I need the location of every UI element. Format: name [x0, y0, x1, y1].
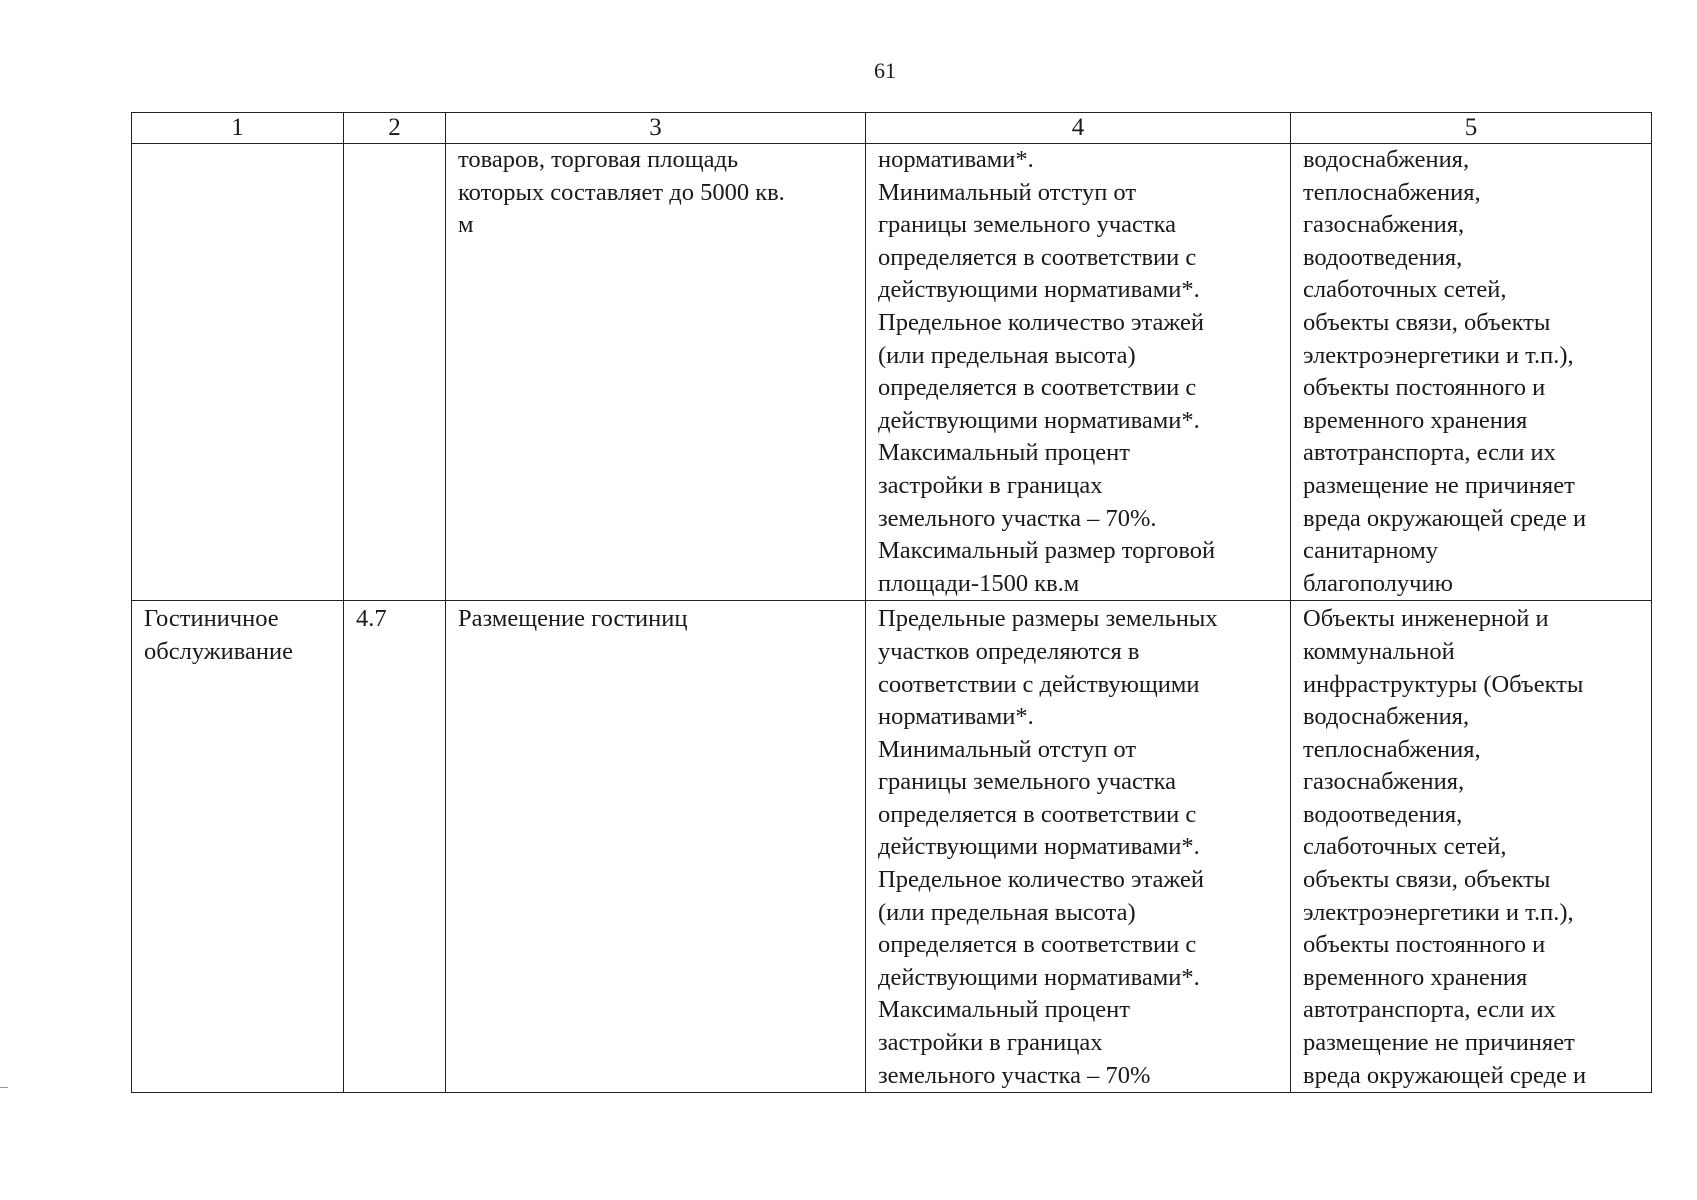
cell-text-line: границы земельного участка [878, 211, 1177, 239]
cell-text-line: водоснабжения, [1303, 146, 1470, 173]
cell-text-line: обслуживание [144, 637, 293, 665]
cell-text-line: размещение не причиняет [1303, 1029, 1575, 1057]
cell-text-line: газоснабжения, [1303, 768, 1465, 796]
cell-text-line: определяется в соответствии с [878, 931, 1197, 959]
cell-text-line: объекты связи, объекты [1303, 866, 1551, 894]
cell-text-line: соответствии с действующими [878, 670, 1200, 698]
cell-text-line: Гостиничное [144, 605, 279, 633]
cell-text-line: Максимальный процент [878, 439, 1130, 467]
cell-text-line: Минимальный отступ от [878, 735, 1137, 763]
cell-text-line: действующими нормативами*. [878, 963, 1200, 991]
cell-text-line: действующими нормативами*. [878, 276, 1200, 304]
cell-text-line: участков определяются в [878, 637, 1140, 665]
cell-text-line: Максимальный размер торговой [878, 537, 1216, 565]
cell-text-line: водоотведения, [1303, 800, 1463, 828]
column-header-1: 1 [132, 113, 344, 144]
parameters-cell [866, 601, 1291, 1093]
cell-text-line: слаботочных сетей, [1303, 276, 1507, 304]
cell-text-line: застройки в границах [878, 1029, 1103, 1057]
column-header-4: 4 [866, 113, 1291, 144]
cell-text-line: водоотведения, [1303, 243, 1463, 271]
cell-text-line: электроэнергетики и т.п.), [1303, 898, 1574, 926]
cell-text-line: Предельное количество этажей [878, 866, 1204, 894]
cell-text-line: теплоснабжения, [1303, 178, 1481, 206]
table-header-row [132, 113, 1652, 144]
cell-text-line: санитарному [1303, 537, 1439, 565]
auxiliary-uses-cell [1291, 601, 1652, 1093]
cell-text-line: нормативами*. [878, 146, 1034, 173]
cell-text-line: земельного участка – 70%. [878, 504, 1157, 532]
margin-mark [0, 1087, 8, 1088]
cell-text-line: газоснабжения, [1303, 211, 1465, 239]
cell-text-line: Предельное количество этажей [878, 308, 1204, 336]
parameters-cell [866, 144, 1291, 601]
table-row [132, 601, 1652, 1093]
cell-text-line: временного хранения [1303, 406, 1528, 434]
cell-text-line: действующими нормативами*. [878, 406, 1200, 434]
column-header-5: 5 [1291, 113, 1652, 144]
cell-text-line: Максимальный процент [878, 996, 1130, 1024]
cell-text-line: вреда окружающей среде и [1303, 1061, 1587, 1089]
cell-text-line: автотранспорта, если их [1303, 996, 1556, 1024]
cell-text-line: застройки в границах [878, 471, 1103, 499]
cell-text-line: инфраструктуры (Объекты [1303, 670, 1584, 698]
usage-type-cell [132, 601, 344, 1093]
page-number: 61 [874, 58, 896, 83]
cell-text-line: границы земельного участка [878, 768, 1177, 796]
cell-text-line: коммунальной [1303, 637, 1455, 665]
cell-text-line: (или предельная высота) [878, 898, 1136, 926]
table-row [132, 144, 1652, 601]
cell-text-line: электроэнергетики и т.п.), [1303, 341, 1574, 369]
cell-text-line: объекты постоянного и [1303, 931, 1546, 959]
column-header-2: 2 [344, 113, 446, 144]
cell-text-line: Размещение гостиниц [458, 605, 688, 633]
usage-code-cell: 4.7 [344, 601, 446, 1093]
cell-text-line: Предельные размеры земельных [878, 605, 1218, 633]
cell-text-line: водоснабжения, [1303, 703, 1470, 731]
usage-description-cell [446, 601, 866, 1093]
cell-text-line: слаботочных сетей, [1303, 833, 1507, 861]
cell-text-line: объекты постоянного и [1303, 374, 1546, 402]
cell-text-line: теплоснабжения, [1303, 735, 1481, 763]
cell-text-line: площади-1500 кв.м [878, 569, 1080, 597]
usage-code-cell [344, 144, 446, 601]
cell-text-line: временного хранения [1303, 963, 1528, 991]
cell-text-line: товаров, торговая площадь [458, 146, 739, 173]
cell-text-line: нормативами*. [878, 703, 1034, 731]
cell-text-line: вреда окружающей среде и [1303, 504, 1587, 532]
cell-text-line: (или предельная высота) [878, 341, 1136, 369]
column-header-3: 3 [446, 113, 866, 144]
cell-text-line: определяется в соответствии с [878, 374, 1197, 402]
cell-text-line: размещение не причиняет [1303, 471, 1575, 499]
auxiliary-uses-cell [1291, 144, 1652, 601]
cell-text-line: Объекты инженерной и [1303, 605, 1549, 633]
cell-text-line: действующими нормативами*. [878, 833, 1200, 861]
cell-text-line: определяется в соответствии с [878, 800, 1197, 828]
cell-text-line: м [458, 211, 474, 239]
cell-text-line: земельного участка – 70% [878, 1061, 1151, 1089]
cell-text-line: благополучию [1303, 569, 1453, 597]
cell-text-line: Минимальный отступ от [878, 178, 1137, 206]
cell-text-line: объекты связи, объекты [1303, 308, 1551, 336]
usage-type-cell [132, 144, 344, 601]
cell-text-line: определяется в соответствии с [878, 243, 1197, 271]
usage-description-cell [446, 144, 866, 601]
cell-text-line: автотранспорта, если их [1303, 439, 1556, 467]
regulations-table [131, 112, 1652, 1093]
cell-text-line: которых составляет до 5000 кв. [458, 178, 785, 206]
